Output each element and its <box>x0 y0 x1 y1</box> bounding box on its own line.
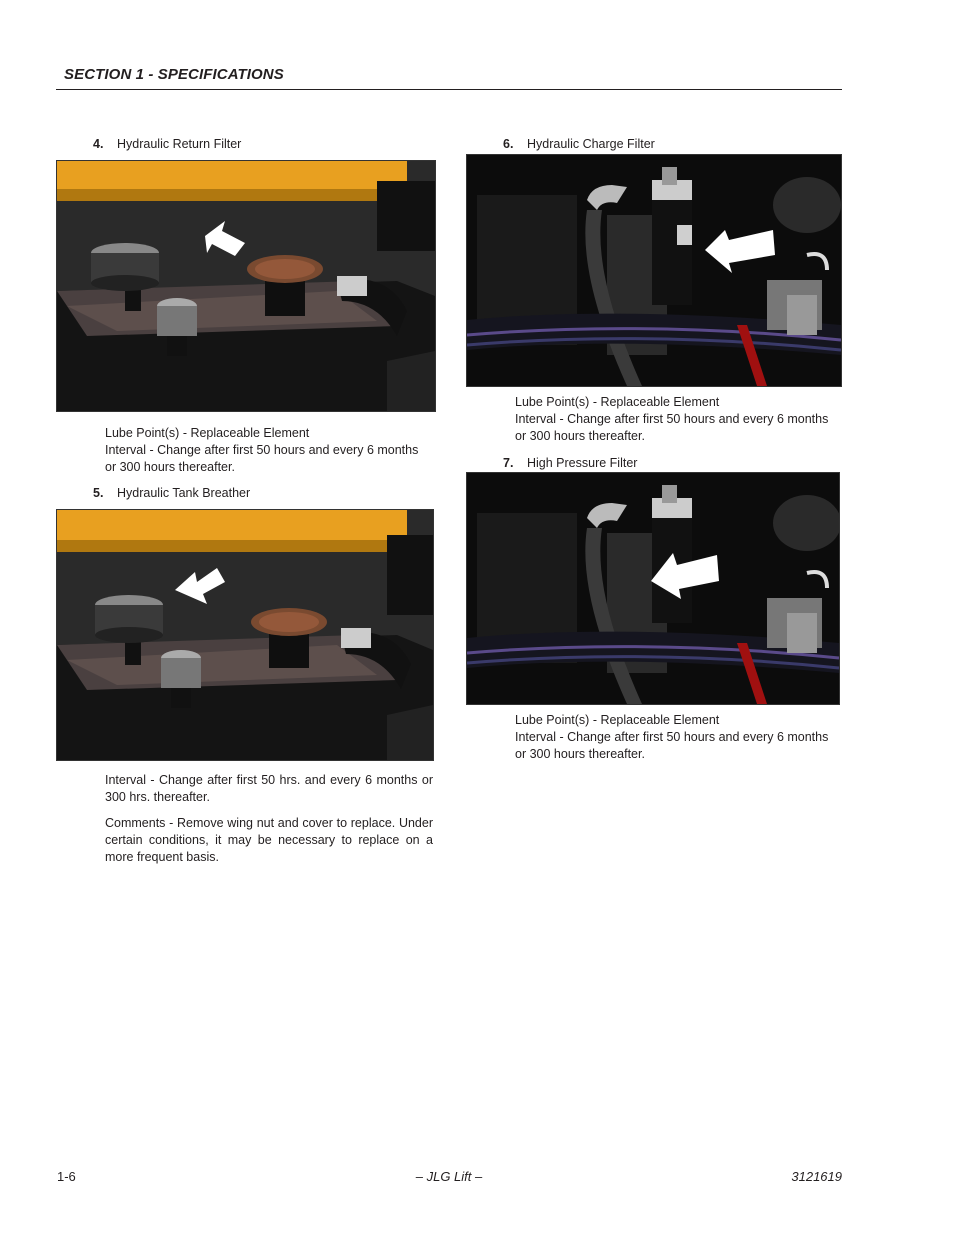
item-heading-7 <box>503 455 637 471</box>
item-title: Hydraulic Tank Breather <box>117 486 251 500</box>
item-body-6 <box>515 394 845 445</box>
footer-center: – JLG Lift – <box>415 1169 483 1184</box>
item-title: Hydraulic Return Filter <box>117 137 242 151</box>
body-line: Lube Point(s) - Replaceable Element <box>515 395 720 409</box>
header-rule <box>56 89 842 90</box>
photo-hydraulic-tank-breather <box>56 509 434 761</box>
photo-high-pressure-filter <box>466 472 840 705</box>
photo-hydraulic-return-filter <box>56 160 436 412</box>
body-line: Lube Point(s) - Replaceable Element <box>515 713 720 727</box>
body-paragraph: Comments - Remove wing nut and cover to replace. Under certain conditions, it may be necessary to replace on a more frequent basis. <box>105 816 433 864</box>
item-heading-5 <box>93 485 250 501</box>
item-body-4 <box>105 425 435 476</box>
item-heading-4 <box>93 136 241 152</box>
item-title: Hydraulic Charge Filter <box>527 137 655 151</box>
item-number: 7. <box>503 456 514 470</box>
item-body-5 <box>105 772 433 866</box>
body-line: Interval - Change after first 50 hours and every 6 months <box>105 443 419 457</box>
photo-hydraulic-charge-filter <box>466 154 842 387</box>
section-header: SECTION 1 - SPECIFICATIONS <box>64 66 284 83</box>
footer-doc-number: 3121619 <box>791 1169 842 1184</box>
body-line: Interval - Change after first 50 hours and every 6 months <box>515 412 829 426</box>
body-paragraph: Interval - Change after first 50 hrs. and every 6 months or 300 hrs. thereafter. <box>105 773 433 804</box>
item-title: High Pressure Filter <box>527 456 638 470</box>
item-number: 4. <box>93 137 104 151</box>
body-line: or 300 hours thereafter. <box>105 460 235 474</box>
item-body-7 <box>515 712 845 763</box>
body-line: or 300 hours thereafter. <box>515 747 645 761</box>
body-line: Lube Point(s) - Replaceable Element <box>105 426 310 440</box>
item-heading-6 <box>503 136 655 152</box>
item-number: 5. <box>93 486 104 500</box>
body-line: or 300 hours thereafter. <box>515 429 645 443</box>
footer-page-number: 1-6 <box>57 1169 76 1184</box>
body-line: Interval - Change after first 50 hours and every 6 months <box>515 730 829 744</box>
item-number: 6. <box>503 137 514 151</box>
